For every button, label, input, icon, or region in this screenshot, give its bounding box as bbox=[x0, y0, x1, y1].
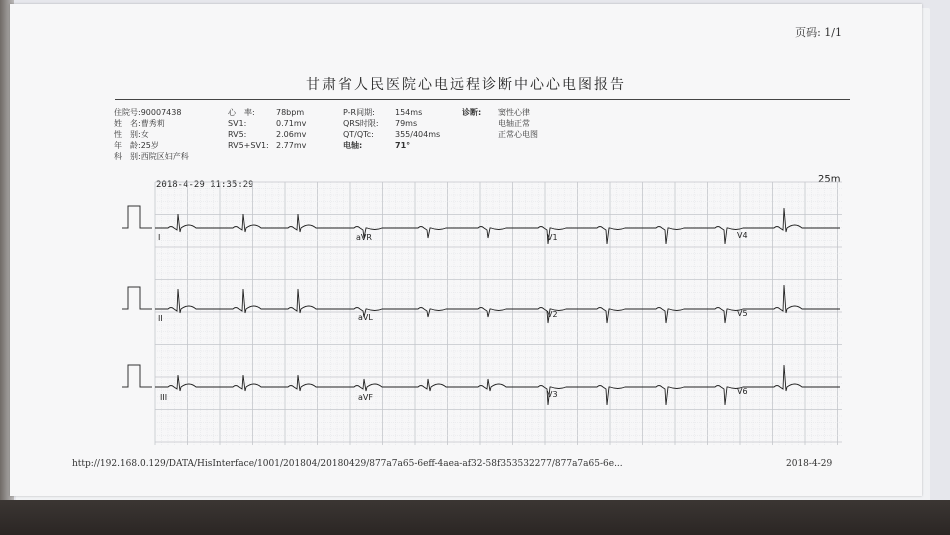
ecg-timestamp: 2018-4-29 11:35:29 bbox=[156, 180, 254, 190]
lead-label-avl: aVL bbox=[358, 313, 373, 322]
footer-url: http://192.168.0.129/DATA/HisInterface/1001/201804/20180429/877a7a65-6eff-4aea-af32-58f353532277/877a7a65-6e... bbox=[72, 459, 623, 469]
calibration-pulse bbox=[122, 365, 152, 387]
lead-label-v5: V5 bbox=[737, 309, 748, 318]
diagnosis-line: 电轴正常 bbox=[498, 119, 530, 128]
lead-label-v1: V1 bbox=[547, 233, 558, 242]
lead-label-v3: V3 bbox=[547, 390, 558, 399]
axis-label: 电轴: bbox=[343, 141, 363, 150]
lead-label-v6: V6 bbox=[737, 387, 748, 396]
lead-label-v4: V4 bbox=[737, 231, 748, 240]
name-value: 曹秀莉 bbox=[140, 119, 165, 128]
lead-label-avf: aVF bbox=[358, 393, 373, 402]
rv5sv1-value: 2.77mv bbox=[276, 141, 307, 150]
report-title: 甘肃省人民医院心电远程诊断中心心电图报告 bbox=[306, 77, 626, 93]
lead-label-iii: III bbox=[160, 393, 168, 402]
background-table-edge bbox=[0, 500, 950, 535]
lead-label-ii: II bbox=[158, 314, 163, 323]
paper-speed: 25m bbox=[818, 174, 841, 185]
calibration-pulse bbox=[122, 287, 152, 309]
gender-label: 性 别: bbox=[114, 130, 141, 139]
page-number: 页码: 1/1 bbox=[795, 26, 842, 39]
rv5sv1-label: RV5+SV1: bbox=[228, 141, 269, 150]
ecg-waveform bbox=[155, 365, 840, 405]
gender-value: 女 bbox=[140, 130, 149, 139]
lead-labels bbox=[158, 231, 748, 402]
dept-label: 科 别: bbox=[114, 152, 141, 161]
lead-label-v2: V2 bbox=[547, 310, 558, 319]
calibration-pulse bbox=[122, 206, 152, 228]
dept-value: 西院区妇产科 bbox=[140, 152, 189, 161]
pr-value: 154ms bbox=[395, 108, 423, 117]
sv1-label: SV1: bbox=[228, 119, 247, 128]
admission-no-label: 住院号: bbox=[114, 108, 141, 117]
hr-value: 78bpm bbox=[276, 108, 305, 117]
rv5-value: 2.06mv bbox=[276, 130, 307, 139]
diagnosis-label: 诊断: bbox=[462, 108, 482, 117]
lead-label-i: I bbox=[158, 233, 161, 242]
diagnosis-line: 正常心电图 bbox=[498, 130, 538, 139]
pr-label: P-R间期: bbox=[343, 108, 375, 117]
axis-value: 71° bbox=[395, 141, 411, 150]
age-value: 25岁 bbox=[140, 141, 159, 150]
age-label: 年 龄: bbox=[114, 141, 141, 150]
qrs-value: 79ms bbox=[395, 119, 418, 128]
sv1-value: 0.71mv bbox=[276, 119, 307, 128]
lead-label-avr: aVR bbox=[356, 233, 372, 242]
qtqtc-value: 355/404ms bbox=[395, 130, 441, 139]
qtqtc-label: QT/QTc: bbox=[343, 130, 374, 139]
admission-no-value: 90007438 bbox=[140, 108, 182, 117]
name-label: 姓 名: bbox=[114, 119, 141, 128]
footer-date: 2018-4-29 bbox=[786, 459, 833, 469]
qrs-label: QRS时限: bbox=[343, 119, 379, 128]
diagnosis-line: 窦性心律 bbox=[498, 108, 530, 117]
rv5-label: RV5: bbox=[228, 130, 247, 139]
hr-label: 心 率: bbox=[228, 108, 255, 117]
